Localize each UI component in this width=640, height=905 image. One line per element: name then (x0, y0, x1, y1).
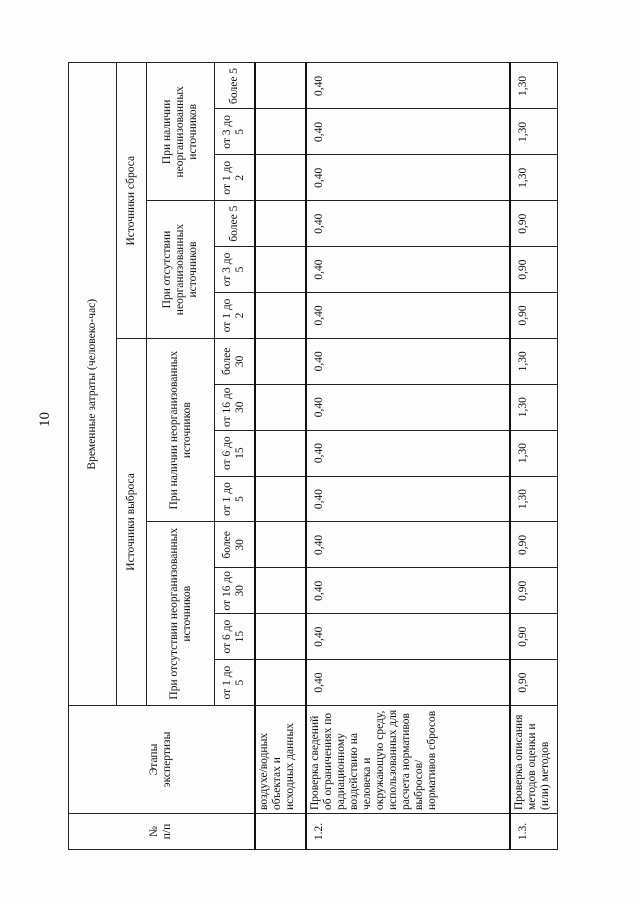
value-cell: 0,40 (306, 338, 510, 384)
value-cell (255, 568, 306, 614)
stage-description: воздухе/водных объектах и исходных данных (255, 706, 306, 814)
value-cell: 0,40 (306, 384, 510, 430)
value-cell (255, 292, 306, 338)
value-cell (255, 63, 306, 109)
stage-description: Проверка сведений об ограничениях по радиационному воздействию на человека и окружающую среду, использованных для расчета нормативов выбросов/ нормативов сбросов (306, 706, 510, 814)
header-emission-with-unorganized: При наличии неорганизованных источников (147, 338, 215, 522)
value-cell (255, 614, 306, 660)
row-number: 1.2. (306, 814, 510, 850)
header-range: от 1 до 5 (215, 660, 255, 706)
header-discharge-range: более 5 (215, 201, 255, 247)
header-range: от 1 до 5 (215, 476, 255, 522)
header-time-costs: Временные затраты (человеко-час) (69, 63, 117, 706)
header-range: от 6 до 15 (215, 614, 255, 660)
header-discharge-with-unorganized: При наличии неорганизованных источников (147, 63, 215, 201)
value-cell: 0,90 (510, 614, 558, 660)
value-cell (255, 247, 306, 293)
value-cell: 1,30 (510, 384, 558, 430)
header-num: № п/п (69, 814, 255, 850)
value-cell: 0,90 (510, 292, 558, 338)
value-cell: 0,90 (510, 522, 558, 568)
header-stage: Этапы экспертизы (69, 706, 255, 814)
header-discharge-sources: Источники сброса (117, 63, 147, 338)
value-cell (255, 660, 306, 706)
value-cell: 0,90 (510, 660, 558, 706)
row-number (255, 814, 306, 850)
header-emission-sources: Источники выброса (117, 338, 147, 705)
table-row (255, 63, 306, 850)
table-row (306, 63, 510, 850)
value-cell (255, 155, 306, 201)
value-cell: 1,30 (510, 155, 558, 201)
header-range: от 6 до 15 (215, 430, 255, 476)
value-cell (255, 338, 306, 384)
value-cell (255, 476, 306, 522)
value-cell: 1,30 (510, 338, 558, 384)
value-cell: 0,90 (510, 201, 558, 247)
page-number: 10 (37, 412, 53, 427)
value-cell: 0,90 (510, 247, 558, 293)
header-range: более 30 (215, 338, 255, 384)
value-cell: 0,40 (306, 568, 510, 614)
stage-description: Проверка описания методов оценки и (или) методов (510, 706, 558, 814)
header-range: от 16 до 30 (215, 568, 255, 614)
value-cell: 0,40 (306, 63, 510, 109)
header-emission-no-unorganized: При отсутствии неорганизованных источников (147, 522, 215, 706)
header-discharge-range: от 1 до 2 (215, 292, 255, 338)
value-cell: 0,40 (306, 476, 510, 522)
expertise-time-table (68, 62, 558, 850)
header-discharge-range: от 3 до 5 (215, 247, 255, 293)
value-cell: 0,40 (306, 109, 510, 155)
value-cell: 1,30 (510, 63, 558, 109)
value-cell (255, 384, 306, 430)
expertise-time-table-container (68, 63, 557, 850)
value-cell: 0,40 (306, 430, 510, 476)
value-cell (255, 109, 306, 155)
value-cell (255, 522, 306, 568)
value-cell: 1,30 (510, 430, 558, 476)
value-cell: 0,90 (510, 568, 558, 614)
value-cell (255, 430, 306, 476)
value-cell: 1,30 (510, 109, 558, 155)
value-cell: 0,40 (306, 247, 510, 293)
value-cell: 0,40 (306, 292, 510, 338)
row-number: 1.3. (510, 814, 558, 850)
value-cell: 0,40 (306, 660, 510, 706)
header-range: более 30 (215, 522, 255, 568)
value-cell: 0,40 (306, 155, 510, 201)
value-cell: 0,40 (306, 522, 510, 568)
header-discharge-range: от 3 до 5 (215, 109, 255, 155)
table-row (510, 63, 558, 850)
header-range: от 16 до 30 (215, 384, 255, 430)
value-cell: 0,40 (306, 201, 510, 247)
value-cell: 0,40 (306, 614, 510, 660)
header-discharge-range: более 5 (215, 63, 255, 109)
value-cell (255, 201, 306, 247)
header-discharge-range: от 1 до 2 (215, 155, 255, 201)
header-discharge-no-unorganized: При отсутствии неорганизованных источников (147, 201, 215, 339)
value-cell: 1,30 (510, 476, 558, 522)
